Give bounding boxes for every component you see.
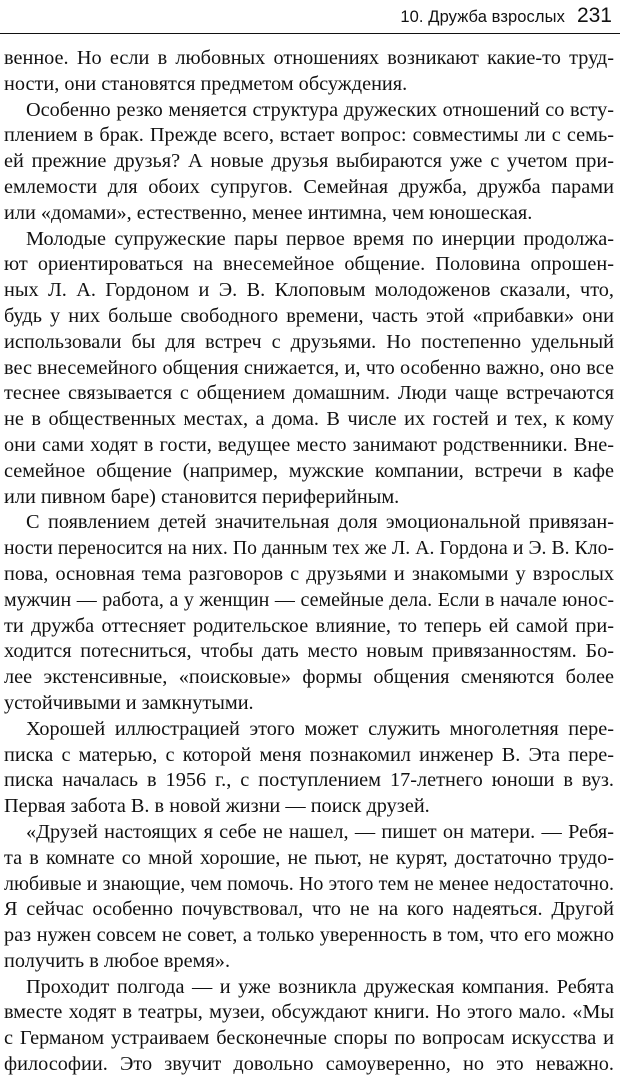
text-line: ют ориентироваться на внесемейное общение. Половина опрошен- — [4, 253, 614, 276]
text-line: венное. Но если в любовных отношениях возникают какие-то труд- — [4, 47, 614, 69]
text-line: раз нужен совсем не совет, а только уверенность в том, что его можно — [4, 924, 614, 947]
text-line: семейное общение (например, мужские компании, встречи в кафе — [4, 459, 614, 482]
text-line: или пивном баре) становится периферийным. — [4, 485, 400, 508]
text-line: ти дружба оттесняет родительское влияние, то теперь ей самой при- — [4, 614, 614, 637]
text-line: устойчивыми и замкнутыми. — [4, 691, 254, 714]
text-line: они сами ходят в гости, ведущее место занимают родственники. Вне- — [4, 433, 614, 456]
text-line: использовали бы для встреч с друзьями. Но постепенно удельный — [4, 330, 614, 353]
text-line: Первая забота В. в новой жизни — поиск друзей. — [4, 795, 430, 818]
text-line: ности переносится на них. По данным тех же Л. А. Гордона и Э. В. Кло- — [4, 537, 614, 560]
text-line: ей прежние друзья? А новые друзья выбираются уже с учетом при- — [4, 150, 614, 173]
text-line: ходится потесниться, чтобы дать место новым привязанностям. Бо- — [4, 640, 614, 663]
text-line: философии. Это звучит довольно самоуверенно, но это неважно. — [4, 1053, 614, 1076]
text-line: теснее связывается с общением домашним. Люди чаще встречаются — [4, 382, 614, 405]
body-text — [4, 46, 614, 1078]
chapter-title: 10. Дружба взрослых — [400, 8, 565, 26]
text-line: писка с матерью, с которой меня познакомил инженер В. Эта пере- — [4, 743, 614, 766]
text-line: любивые и знающие, чем помочь. Но этого тем не менее недостаточно. — [4, 872, 614, 895]
text-line: Особенно резко меняется структура дружеских отношений со всту- — [26, 98, 614, 121]
text-line: Хорошей иллюстрацией этого может служить многолетняя пере- — [26, 717, 614, 740]
text-line: Проходит полгода — и уже возникла дружеская компания. Ребята — [26, 975, 614, 998]
text-line: та в комнате со мной хорошие, не пьют, не курят, достаточно трудо- — [4, 846, 614, 869]
text-line: вес внесемейного общения снижается, и, что особенно важно, оно все — [4, 356, 614, 379]
text-line: пова, основная тема разговоров с друзьями и знакомыми у взрослых — [4, 562, 614, 585]
text-line: будь у них больше свободного времени, часть этой «прибавки» они — [4, 304, 614, 327]
text-line: плением в брак. Прежде всего, встает вопрос: совместимы ли с семь- — [4, 124, 614, 147]
text-line: ности, они становятся предметом обсуждения. — [4, 72, 408, 95]
text-line: ных Л. А. Гордоном и Э. В. Клоповым молодоженов сказали, что, — [4, 279, 614, 302]
text-line: мужчин — работа, а у женщин — семейные дела. Если в начале юнос- — [4, 588, 614, 611]
text-line: емлемости для обоих супругов. Семейная дружба, дружба парами — [4, 175, 614, 198]
text-line: Молодые супружеские пары первое время по инерции продолжа- — [26, 227, 614, 250]
text-line: с Германом устраиваем бесконечные споры по вопросам искусства и — [4, 1027, 614, 1050]
page-number: 231 — [576, 4, 612, 27]
text-line: или «домами», естественно, менее интимна, чем юношеская. — [4, 201, 533, 224]
text-line: вместе ходят в театры, музеи, обсуждают книги. Но этого мало. «Мы — [4, 1001, 614, 1024]
text-line: писка началась в 1956 г., с поступлением 17-летнего юноши в вуз. — [4, 769, 614, 792]
text-line: «Друзей настоящих я себе не нашел, — пишет он матери. — Ребя- — [26, 820, 614, 843]
text-line: С появлением детей значительная доля эмоциональной привязан- — [26, 511, 614, 534]
text-line: Я сейчас особенно почувствовал, что не на кого надеяться. Другой — [4, 898, 614, 921]
header-rule — [0, 33, 620, 34]
text-line: не в общественных местах, а дома. В числе их гостей и тех, к кому — [4, 408, 614, 431]
text-line: лее экстенсивные, «поисковые» формы общения сменяются более — [4, 666, 614, 689]
text-line: получить в любое время». — [4, 949, 231, 972]
